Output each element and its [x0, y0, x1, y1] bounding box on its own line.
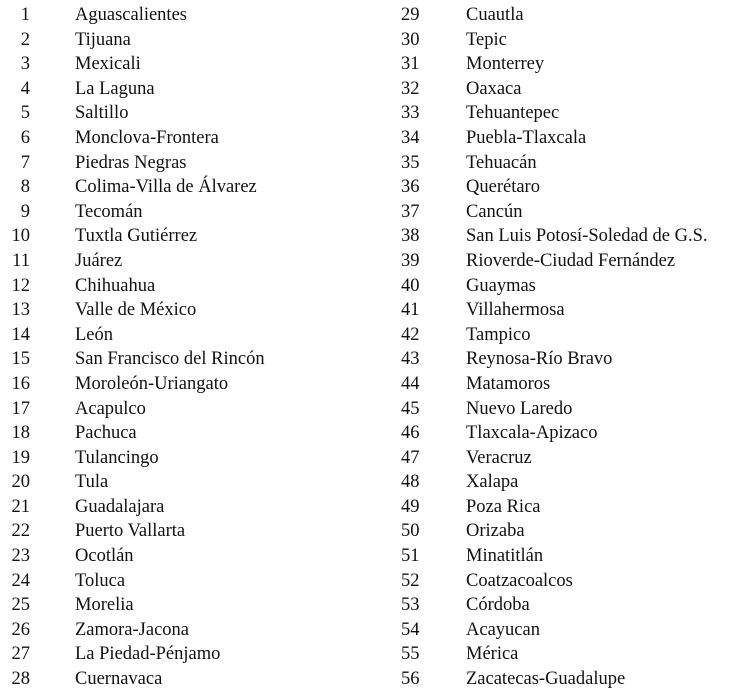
item-name: Nuevo Laredo	[466, 398, 573, 419]
list-item	[392, 347, 744, 372]
item-number: 38	[401, 226, 420, 247]
item-name: Tehuacán	[466, 152, 537, 173]
list-item	[0, 569, 390, 594]
item-name: Reynosa-Río Bravo	[466, 349, 613, 370]
list-item	[392, 544, 744, 569]
list-item	[392, 519, 744, 544]
item-number: 53	[401, 595, 420, 616]
item-number: 24	[11, 570, 30, 591]
list-item	[392, 323, 744, 348]
list-item	[0, 274, 390, 299]
item-number: 20	[11, 472, 30, 493]
list-item	[0, 298, 390, 323]
list-item	[0, 249, 390, 274]
item-name: Piedras Negras	[75, 152, 187, 173]
item-name: Minatitlán	[466, 546, 544, 567]
item-number: 22	[11, 521, 30, 542]
item-name: Tijuana	[75, 29, 131, 50]
item-name: Moroleón-Uriangato	[75, 373, 229, 394]
item-name: Querétaro	[466, 177, 540, 198]
item-name: Tuxtla Gutiérrez	[75, 226, 198, 247]
item-name: Matamoros	[466, 373, 551, 394]
item-name: Morelia	[75, 595, 134, 616]
item-number: 35	[401, 152, 420, 173]
list-item	[0, 421, 390, 446]
item-name: Coatzacoalcos	[466, 570, 573, 591]
list-item	[392, 249, 744, 274]
list-item	[392, 372, 744, 397]
item-name: Zamora-Jacona	[75, 619, 190, 640]
list-item	[392, 569, 744, 594]
item-name: Chihuahua	[75, 275, 156, 296]
item-name: Valle de México	[75, 300, 197, 321]
list-item	[392, 421, 744, 446]
item-number: 4	[20, 78, 30, 99]
item-number: 9	[20, 201, 30, 222]
item-name: Orizaba	[466, 521, 525, 542]
item-name: Mexicali	[75, 54, 141, 75]
item-number: 19	[11, 447, 30, 468]
item-number: 8	[20, 177, 30, 198]
item-number: 23	[11, 546, 30, 567]
item-name: Tula	[75, 472, 109, 493]
item-number: 21	[11, 496, 30, 517]
item-name: La Piedad-Pénjamo	[75, 644, 221, 665]
list-item	[392, 151, 744, 176]
item-name: Ocotlán	[75, 546, 134, 567]
list-item	[392, 200, 744, 225]
item-name: Veracruz	[466, 447, 532, 468]
item-number: 34	[401, 127, 420, 148]
list-item	[0, 347, 390, 372]
item-number: 12	[11, 275, 30, 296]
item-name: Xalapa	[466, 472, 519, 493]
list-item	[392, 3, 744, 28]
item-name: Saltillo	[75, 103, 129, 124]
list-item	[392, 593, 744, 618]
item-name: San Francisco del Rincón	[75, 349, 265, 370]
item-number: 45	[401, 398, 420, 419]
item-number: 32	[401, 78, 420, 99]
item-name: Oaxaca	[466, 78, 522, 99]
list-item	[0, 642, 390, 667]
item-number: 39	[401, 250, 420, 271]
list-item	[392, 77, 744, 102]
item-name: Pachuca	[75, 423, 137, 444]
list-item	[0, 397, 390, 422]
item-number: 37	[401, 201, 420, 222]
item-number: 5	[20, 103, 30, 124]
item-number: 6	[20, 127, 30, 148]
item-name: Toluca	[75, 570, 126, 591]
list-item	[392, 495, 744, 520]
item-number: 55	[401, 644, 420, 665]
item-name: Juárez	[75, 250, 123, 271]
item-number: 49	[401, 496, 420, 517]
item-number: 10	[11, 226, 30, 247]
item-number: 56	[401, 669, 420, 690]
item-number: 30	[401, 29, 420, 50]
list-item	[0, 151, 390, 176]
item-number: 28	[11, 669, 30, 690]
item-name: Puerto Vallarta	[75, 521, 186, 542]
item-number: 2	[20, 29, 30, 50]
item-number: 15	[11, 349, 30, 370]
item-name: Monclova-Frontera	[75, 127, 219, 148]
item-number: 40	[401, 275, 420, 296]
list-item	[0, 618, 390, 643]
list-item	[0, 175, 390, 200]
item-number: 50	[401, 521, 420, 542]
item-name: Guadalajara	[75, 496, 165, 517]
item-name: Villahermosa	[466, 300, 565, 321]
item-number: 54	[401, 619, 420, 640]
item-number: 44	[401, 373, 420, 394]
list-item	[0, 77, 390, 102]
item-number: 42	[401, 324, 420, 345]
list-item	[392, 101, 744, 126]
right-column-list	[392, 3, 744, 692]
item-name: Tecomán	[75, 201, 143, 222]
list-item	[0, 667, 390, 692]
item-number: 1	[20, 5, 30, 25]
item-number: 27	[11, 644, 30, 665]
list-item	[0, 200, 390, 225]
item-name: Córdoba	[466, 595, 530, 616]
item-name: Cuautla	[466, 5, 524, 25]
list-item	[392, 667, 744, 692]
item-name: Tehuantepec	[466, 103, 560, 124]
item-name: Puebla-Tlaxcala	[466, 127, 587, 148]
item-name: Tulancingo	[75, 447, 159, 468]
item-name: La Laguna	[75, 78, 155, 99]
item-name: San Luis Potosí-Soledad de G.S.	[466, 226, 708, 247]
list-item	[0, 593, 390, 618]
list-item	[0, 52, 390, 77]
list-item	[0, 372, 390, 397]
item-name: Tepic	[466, 29, 507, 50]
list-item	[0, 126, 390, 151]
item-name: Rioverde-Ciudad Fernández	[466, 250, 676, 271]
list-item	[0, 3, 390, 28]
list-item	[392, 52, 744, 77]
list-item	[0, 28, 390, 53]
item-name: Guaymas	[466, 275, 536, 296]
list-item	[392, 175, 744, 200]
list-item	[0, 470, 390, 495]
list-item	[392, 470, 744, 495]
item-number: 18	[11, 423, 30, 444]
item-number: 13	[11, 300, 30, 321]
left-column-list	[0, 3, 390, 692]
list-item	[0, 446, 390, 471]
list-item	[392, 397, 744, 422]
item-number: 26	[11, 619, 30, 640]
item-number: 41	[401, 300, 420, 321]
list-item	[392, 642, 744, 667]
item-number: 16	[11, 373, 30, 394]
item-name: Zacatecas-Guadalupe	[466, 669, 626, 690]
item-number: 47	[401, 447, 420, 468]
item-name: Monterrey	[466, 54, 545, 75]
item-name: Acapulco	[75, 398, 146, 419]
item-number: 14	[11, 324, 30, 345]
list-item	[0, 101, 390, 126]
list-item	[392, 126, 744, 151]
item-number: 31	[401, 54, 420, 75]
item-name: Tampico	[466, 324, 531, 345]
item-name: Aguascalientes	[75, 5, 187, 25]
item-name: Mérica	[466, 644, 519, 665]
item-number: 17	[11, 398, 30, 419]
item-name: León	[75, 324, 114, 345]
item-number: 3	[20, 54, 30, 75]
item-number: 36	[401, 177, 420, 198]
list-item	[0, 519, 390, 544]
list-item	[0, 495, 390, 520]
item-name: Cuernavaca	[75, 669, 163, 690]
list-item	[392, 28, 744, 53]
list-item	[0, 323, 390, 348]
item-number: 29	[401, 5, 420, 25]
item-number: 46	[401, 423, 420, 444]
item-name: Colima-Villa de Álvarez	[75, 177, 257, 198]
item-number: 48	[401, 472, 420, 493]
list-item	[392, 618, 744, 643]
item-name: Cancún	[466, 201, 523, 222]
list-item	[392, 224, 744, 249]
list-item	[392, 298, 744, 323]
item-number: 33	[401, 103, 420, 124]
item-name: Tlaxcala-Apizaco	[466, 423, 598, 444]
item-name: Acayucan	[466, 619, 540, 640]
list-item	[392, 446, 744, 471]
item-number: 52	[401, 570, 420, 591]
list-item	[0, 224, 390, 249]
item-name: Poza Rica	[466, 496, 541, 517]
item-number: 25	[11, 595, 30, 616]
item-number: 7	[20, 152, 30, 173]
item-number: 43	[401, 349, 420, 370]
list-item	[0, 544, 390, 569]
list-item	[392, 274, 744, 299]
item-number: 51	[401, 546, 420, 567]
item-number: 11	[12, 250, 30, 271]
